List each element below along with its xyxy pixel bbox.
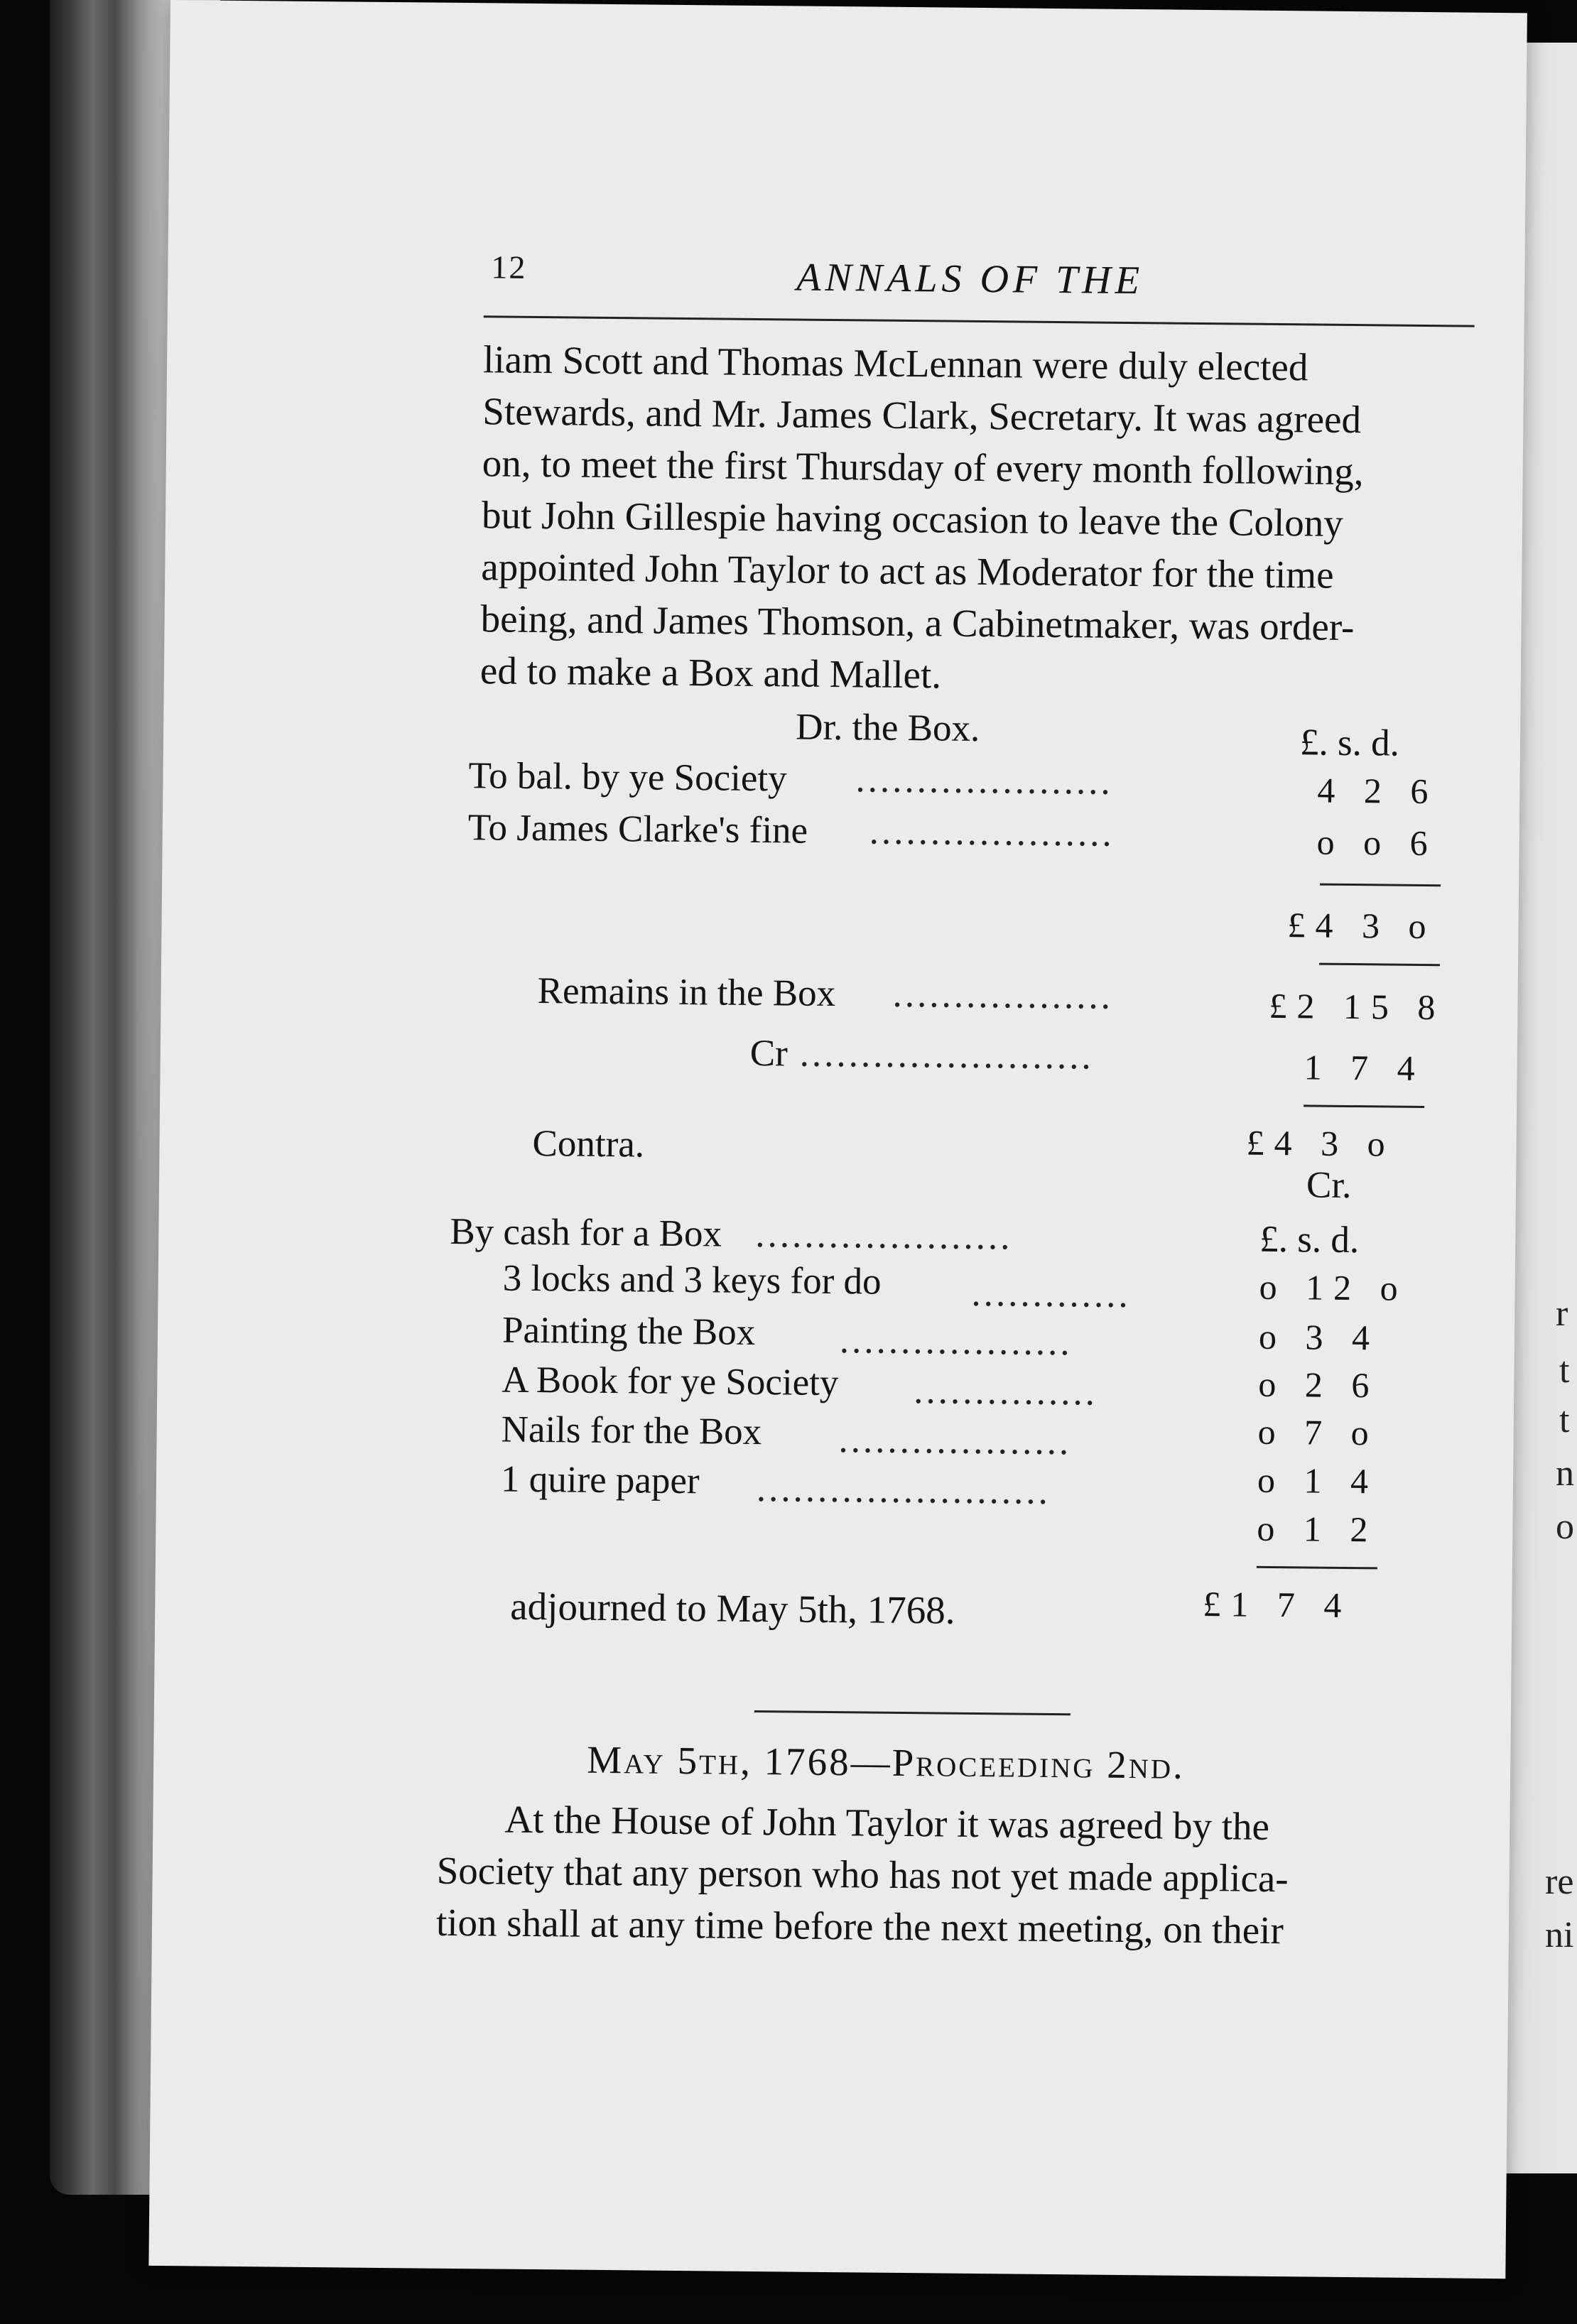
currency-header: £. s. d. xyxy=(1299,722,1400,764)
ledger-row-amount: o 2 6 xyxy=(1258,1364,1380,1406)
facing-fragment: n xyxy=(1556,1453,1574,1494)
leader-dots: .................... xyxy=(869,810,1115,854)
ledger-row-label: To James Clarke's fine xyxy=(467,807,808,852)
body-line: appointed John Taylor to act as Moderator for the time xyxy=(481,545,1334,597)
cr-heading: Cr. xyxy=(1306,1164,1352,1207)
cr-label: Cr xyxy=(749,1032,788,1075)
body-line: At the House of John Taylor it was agreed by the xyxy=(504,1797,1270,1848)
ledger-row-label: A Book for ye Society xyxy=(502,1359,839,1404)
ledger-row-label: By cash for a Box xyxy=(450,1210,722,1255)
credit-total: £1 7 4 xyxy=(1203,1584,1352,1626)
leader-dots: ........................ xyxy=(799,1033,1095,1077)
sum-rule xyxy=(1320,884,1441,887)
body-line: on, to meet the first Thursday of every month following, xyxy=(482,441,1364,494)
debit-grand-total: £4 3 o xyxy=(1246,1122,1395,1164)
facing-fragment: ni xyxy=(1545,1915,1574,1955)
remains-label: Remains in the Box xyxy=(537,970,836,1015)
ledger-row-amount: o 1 2 xyxy=(1257,1508,1378,1550)
header-rule xyxy=(484,315,1475,327)
leader-dots: ................... xyxy=(838,1419,1072,1463)
debit-heading: Dr. the Box. xyxy=(795,706,980,749)
sum-rule xyxy=(1319,963,1440,967)
leader-dots: ..................... xyxy=(855,759,1114,803)
ledger-row-amount: o o 6 xyxy=(1316,822,1438,864)
facing-fragment: r xyxy=(1556,1293,1568,1334)
ledger-row-amount: o 3 4 xyxy=(1258,1316,1380,1358)
ledger-row-label: To bal. by ye Society xyxy=(468,755,787,800)
currency-header: £. s. d. xyxy=(1259,1218,1360,1261)
sum-rule xyxy=(1257,1566,1377,1570)
facing-fragment: o xyxy=(1556,1506,1574,1547)
facing-fragment: re xyxy=(1545,1862,1574,1902)
body-line: Society that any person who has not yet made applica- xyxy=(436,1848,1289,1901)
leader-dots: ........................ xyxy=(756,1468,1051,1512)
ledger-row-amount: 4 2 6 xyxy=(1317,770,1438,812)
book-page xyxy=(148,0,1527,2279)
section-heading: May 5th, 1768—Proceeding 2nd. xyxy=(586,1737,1186,1787)
running-title: ANNALS OF THE xyxy=(796,255,1144,303)
body-line: Stewards, and Mr. James Clark, Secretary. It was agreed xyxy=(482,389,1362,442)
facing-fragment: t xyxy=(1559,1400,1570,1440)
ledger-row-label: 1 quire paper xyxy=(500,1458,700,1502)
body-line: liam Scott and Thomas McLennan were duly elected xyxy=(482,337,1308,389)
ledger-row-label: 3 locks and 3 keys for do xyxy=(502,1257,882,1303)
ledger-row-amount: o 1 4 xyxy=(1257,1460,1379,1502)
leader-dots: ............... xyxy=(913,1370,1098,1413)
sum-rule xyxy=(1304,1104,1424,1108)
body-line: ed to make a Box and Mallet. xyxy=(479,648,942,697)
ledger-row-amount: o 7 o xyxy=(1257,1411,1379,1453)
ledger-row-amount: o 12 o xyxy=(1259,1266,1408,1308)
debit-total: £4 3 o xyxy=(1287,905,1436,947)
leader-dots: ..................... xyxy=(755,1213,1013,1258)
ledger-row-label: Nails for the Box xyxy=(501,1408,762,1453)
remains-amount: £2 15 8 xyxy=(1269,985,1446,1028)
body-line: but John Gillespie having occasion to leave the Colony xyxy=(481,493,1344,545)
leader-dots: .................. xyxy=(892,973,1114,1017)
body-line: tion shall at any time before the next meeting, on their xyxy=(435,1900,1284,1953)
leader-dots: ................... xyxy=(839,1320,1073,1364)
cr-amount: 1 7 4 xyxy=(1304,1047,1425,1089)
page-number: 12 xyxy=(491,249,527,286)
facing-fragment: t xyxy=(1559,1350,1570,1391)
section-rule xyxy=(754,1710,1071,1715)
adjourned-line: adjourned to May 5th, 1768. xyxy=(510,1584,955,1632)
body-line: being, and James Thomson, a Cabinetmaker, was order- xyxy=(480,597,1355,649)
leader-dots: ............. xyxy=(971,1272,1132,1316)
ledger-row-label: Painting the Box xyxy=(502,1309,756,1353)
contra-label: Contra. xyxy=(532,1122,645,1166)
